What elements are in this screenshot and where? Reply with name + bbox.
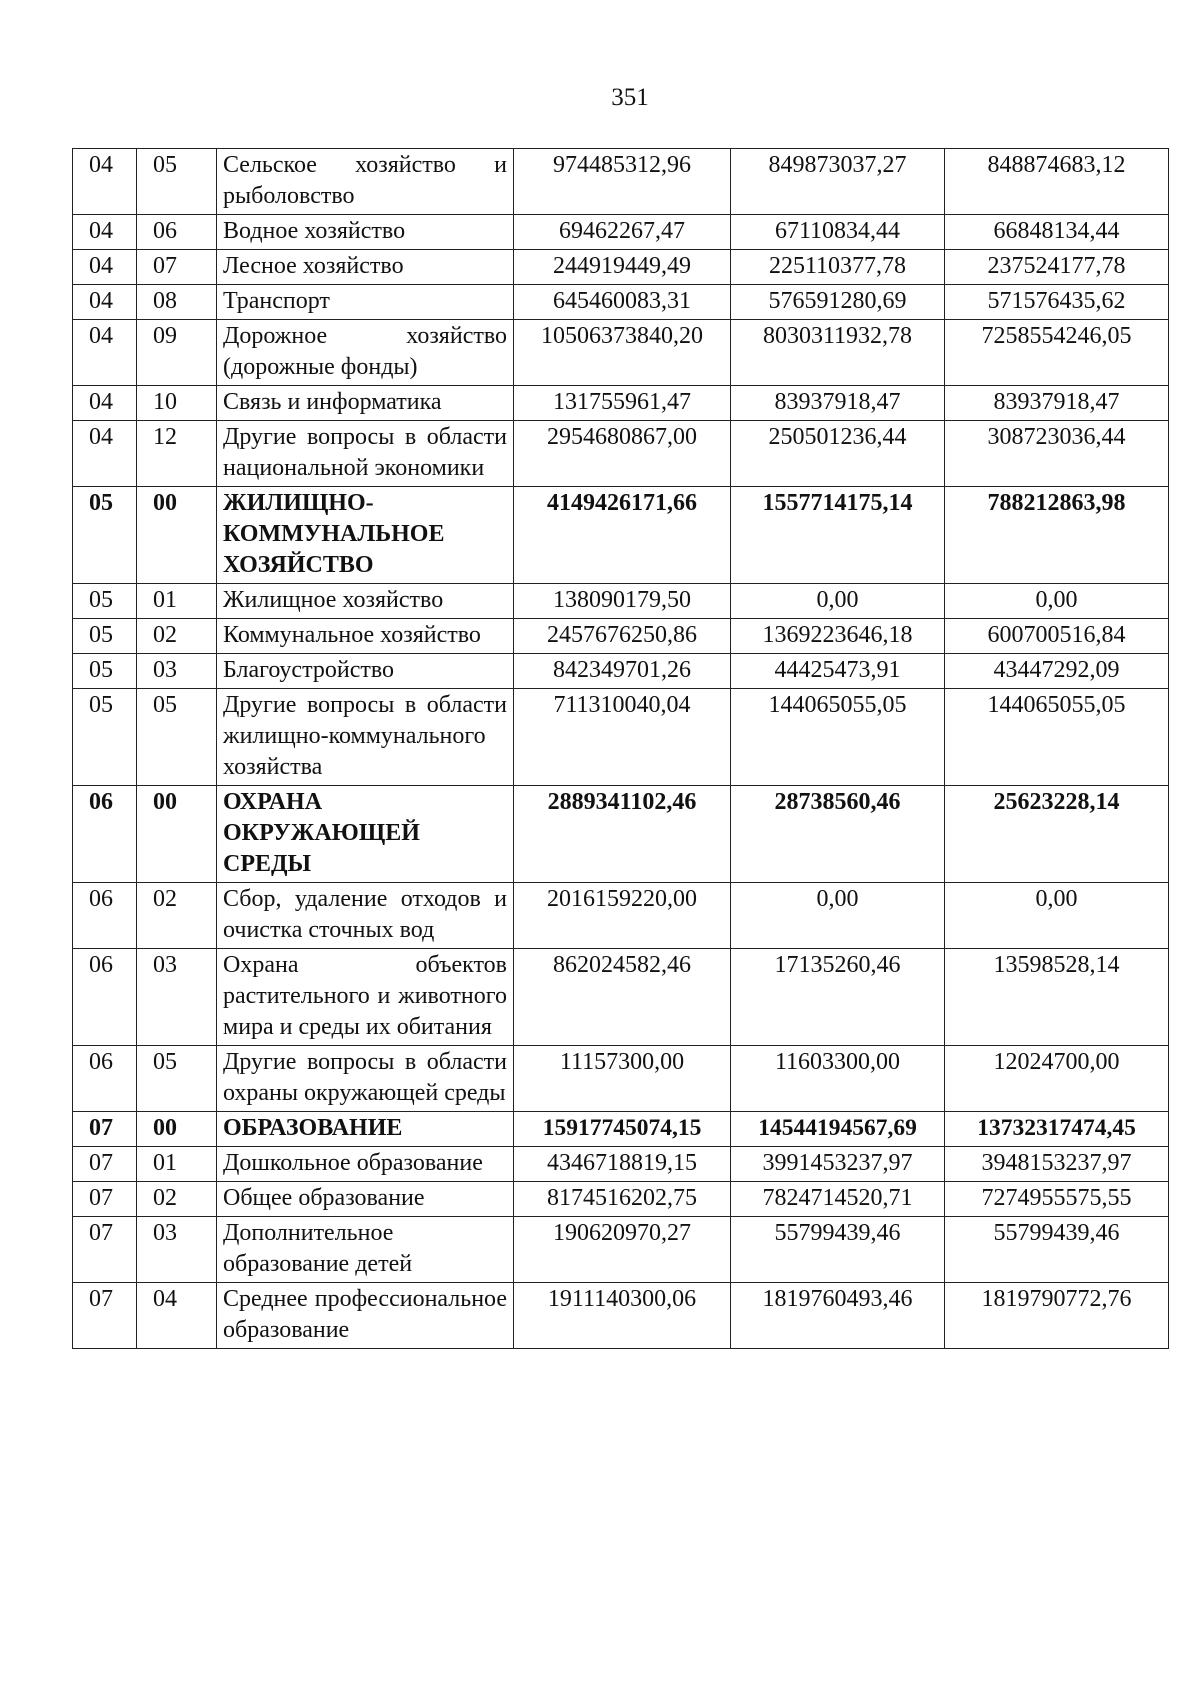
section-code-cell: 04 — [73, 250, 137, 285]
table-row — [73, 250, 1169, 285]
section-code-cell: 06 — [73, 1046, 137, 1112]
section-code-cell: 04 — [73, 215, 137, 250]
item-name-cell: Связь и информатика — [217, 386, 514, 421]
table-row — [73, 883, 1169, 949]
item-name-cell: Общее образование — [217, 1182, 514, 1217]
amount-year1-cell: 2889341102,46 — [514, 786, 731, 883]
amount-year3-cell: 7274955575,55 — [945, 1182, 1169, 1217]
amount-year1-cell: 69462267,47 — [514, 215, 731, 250]
item-name-cell: ОХРАНА ОКРУЖАЮЩЕЙ СРЕДЫ — [217, 786, 514, 883]
table-row — [73, 1046, 1169, 1112]
amount-year2-cell: 17135260,46 — [731, 949, 945, 1046]
amount-year3-cell: 571576435,62 — [945, 285, 1169, 320]
item-name-cell: Среднее профессиональное образование — [217, 1283, 514, 1349]
amount-year1-cell: 10506373840,20 — [514, 320, 731, 386]
amount-year2-cell: 1819760493,46 — [731, 1283, 945, 1349]
amount-year2-cell: 55799439,46 — [731, 1217, 945, 1283]
amount-year1-cell: 244919449,49 — [514, 250, 731, 285]
item-name-cell: Коммунальное хозяйство — [217, 619, 514, 654]
section-code-cell: 05 — [73, 584, 137, 619]
section-code-cell: 07 — [73, 1182, 137, 1217]
subsection-code-cell: 05 — [137, 689, 217, 786]
amount-year3-cell: 848874683,12 — [945, 149, 1169, 215]
table-total-row — [73, 487, 1169, 584]
amount-year3-cell: 0,00 — [945, 883, 1169, 949]
amount-year1-cell: 2016159220,00 — [514, 883, 731, 949]
table-row — [73, 285, 1169, 320]
item-name-cell: Другие вопросы в области жилищно-коммунального хозяйства — [217, 689, 514, 786]
section-code-cell: 04 — [73, 386, 137, 421]
item-name-cell: Другие вопросы в области национальной экономики — [217, 421, 514, 487]
amount-year2-cell: 576591280,69 — [731, 285, 945, 320]
amount-year1-cell: 4149426171,66 — [514, 487, 731, 584]
amount-year2-cell: 3991453237,97 — [731, 1147, 945, 1182]
item-name-cell: Транспорт — [217, 285, 514, 320]
item-name-cell: ОБРАЗОВАНИЕ — [217, 1112, 514, 1147]
amount-year3-cell: 55799439,46 — [945, 1217, 1169, 1283]
amount-year3-cell: 3948153237,97 — [945, 1147, 1169, 1182]
subsection-code-cell: 02 — [137, 883, 217, 949]
section-code-cell: 04 — [73, 149, 137, 215]
amount-year1-cell: 190620970,27 — [514, 1217, 731, 1283]
subsection-code-cell: 06 — [137, 215, 217, 250]
amount-year3-cell: 0,00 — [945, 584, 1169, 619]
amount-year3-cell: 66848134,44 — [945, 215, 1169, 250]
table-row — [73, 320, 1169, 386]
amount-year2-cell: 0,00 — [731, 883, 945, 949]
amount-year3-cell: 308723036,44 — [945, 421, 1169, 487]
table-row — [73, 1182, 1169, 1217]
amount-year1-cell: 711310040,04 — [514, 689, 731, 786]
amount-year3-cell: 25623228,14 — [945, 786, 1169, 883]
subsection-code-cell: 00 — [137, 786, 217, 883]
section-code-cell: 04 — [73, 285, 137, 320]
table-row — [73, 421, 1169, 487]
amount-year3-cell: 788212863,98 — [945, 487, 1169, 584]
amount-year2-cell: 0,00 — [731, 584, 945, 619]
item-name-cell: ЖИЛИЩНО-КОММУНАЛЬНОЕ ХОЗЯЙСТВО — [217, 487, 514, 584]
subsection-code-cell: 03 — [137, 1217, 217, 1283]
subsection-code-cell: 03 — [137, 654, 217, 689]
table-total-row — [73, 786, 1169, 883]
amount-year2-cell: 1369223646,18 — [731, 619, 945, 654]
item-name-cell: Благоустройство — [217, 654, 514, 689]
table-row — [73, 386, 1169, 421]
amount-year2-cell: 250501236,44 — [731, 421, 945, 487]
subsection-code-cell: 10 — [137, 386, 217, 421]
amount-year1-cell: 11157300,00 — [514, 1046, 731, 1112]
table-row — [73, 654, 1169, 689]
table-row — [73, 1147, 1169, 1182]
subsection-code-cell: 00 — [137, 1112, 217, 1147]
section-code-cell: 07 — [73, 1147, 137, 1182]
subsection-code-cell: 09 — [137, 320, 217, 386]
subsection-code-cell: 02 — [137, 619, 217, 654]
section-code-cell: 07 — [73, 1283, 137, 1349]
amount-year2-cell: 8030311932,78 — [731, 320, 945, 386]
amount-year3-cell: 43447292,09 — [945, 654, 1169, 689]
amount-year3-cell: 13732317474,45 — [945, 1112, 1169, 1147]
amount-year2-cell: 14544194567,69 — [731, 1112, 945, 1147]
amount-year1-cell: 15917745074,15 — [514, 1112, 731, 1147]
amount-year1-cell: 842349701,26 — [514, 654, 731, 689]
item-name-cell: Другие вопросы в области охраны окружающей среды — [217, 1046, 514, 1112]
subsection-code-cell: 02 — [137, 1182, 217, 1217]
table-row — [73, 689, 1169, 786]
amount-year2-cell: 28738560,46 — [731, 786, 945, 883]
amount-year2-cell: 83937918,47 — [731, 386, 945, 421]
amount-year1-cell: 645460083,31 — [514, 285, 731, 320]
section-code-cell: 05 — [73, 619, 137, 654]
amount-year1-cell: 1911140300,06 — [514, 1283, 731, 1349]
subsection-code-cell: 05 — [137, 149, 217, 215]
section-code-cell: 05 — [73, 654, 137, 689]
amount-year3-cell: 83937918,47 — [945, 386, 1169, 421]
amount-year1-cell: 8174516202,75 — [514, 1182, 731, 1217]
budget-table — [72, 148, 1169, 1349]
table-row — [73, 215, 1169, 250]
section-code-cell: 05 — [73, 689, 137, 786]
item-name-cell: Дорожное хозяйство (дорожные фонды) — [217, 320, 514, 386]
table-total-row — [73, 1112, 1169, 1147]
amount-year3-cell: 600700516,84 — [945, 619, 1169, 654]
subsection-code-cell: 12 — [137, 421, 217, 487]
section-code-cell: 07 — [73, 1217, 137, 1283]
item-name-cell: Лесное хозяйство — [217, 250, 514, 285]
item-name-cell: Дошкольное образование — [217, 1147, 514, 1182]
section-code-cell: 05 — [73, 487, 137, 584]
section-code-cell: 06 — [73, 949, 137, 1046]
table-row — [73, 584, 1169, 619]
amount-year2-cell: 44425473,91 — [731, 654, 945, 689]
amount-year2-cell: 225110377,78 — [731, 250, 945, 285]
subsection-code-cell: 07 — [137, 250, 217, 285]
budget-table-body — [73, 149, 1169, 1349]
item-name-cell: Жилищное хозяйство — [217, 584, 514, 619]
subsection-code-cell: 08 — [137, 285, 217, 320]
item-name-cell: Охрана объектов растительного и животного мира и среды их обитания — [217, 949, 514, 1046]
table-row — [73, 1283, 1169, 1349]
subsection-code-cell: 04 — [137, 1283, 217, 1349]
amount-year2-cell: 1557714175,14 — [731, 487, 945, 584]
amount-year2-cell: 11603300,00 — [731, 1046, 945, 1112]
amount-year3-cell: 12024700,00 — [945, 1046, 1169, 1112]
page-number: 351 — [611, 84, 649, 111]
amount-year3-cell: 7258554246,05 — [945, 320, 1169, 386]
section-code-cell: 07 — [73, 1112, 137, 1147]
item-name-cell: Сбор, удаление отходов и очистка сточных вод — [217, 883, 514, 949]
amount-year1-cell: 2457676250,86 — [514, 619, 731, 654]
subsection-code-cell: 03 — [137, 949, 217, 1046]
amount-year3-cell: 1819790772,76 — [945, 1283, 1169, 1349]
subsection-code-cell: 05 — [137, 1046, 217, 1112]
item-name-cell: Дополнительное образование детей — [217, 1217, 514, 1283]
item-name-cell: Сельское хозяйство и рыболовство — [217, 149, 514, 215]
table-row — [73, 619, 1169, 654]
table-row — [73, 949, 1169, 1046]
item-name-cell: Водное хозяйство — [217, 215, 514, 250]
amount-year2-cell: 67110834,44 — [731, 215, 945, 250]
subsection-code-cell: 00 — [137, 487, 217, 584]
subsection-code-cell: 01 — [137, 584, 217, 619]
amount-year3-cell: 13598528,14 — [945, 949, 1169, 1046]
table-row — [73, 1217, 1169, 1283]
amount-year1-cell: 974485312,96 — [514, 149, 731, 215]
amount-year1-cell: 862024582,46 — [514, 949, 731, 1046]
section-code-cell: 04 — [73, 421, 137, 487]
amount-year2-cell: 144065055,05 — [731, 689, 945, 786]
table-row — [73, 149, 1169, 215]
amount-year2-cell: 7824714520,71 — [731, 1182, 945, 1217]
subsection-code-cell: 01 — [137, 1147, 217, 1182]
amount-year3-cell: 237524177,78 — [945, 250, 1169, 285]
section-code-cell: 06 — [73, 883, 137, 949]
amount-year1-cell: 131755961,47 — [514, 386, 731, 421]
section-code-cell: 06 — [73, 786, 137, 883]
amount-year1-cell: 138090179,50 — [514, 584, 731, 619]
amount-year2-cell: 849873037,27 — [731, 149, 945, 215]
amount-year3-cell: 144065055,05 — [945, 689, 1169, 786]
amount-year1-cell: 4346718819,15 — [514, 1147, 731, 1182]
amount-year1-cell: 2954680867,00 — [514, 421, 731, 487]
section-code-cell: 04 — [73, 320, 137, 386]
